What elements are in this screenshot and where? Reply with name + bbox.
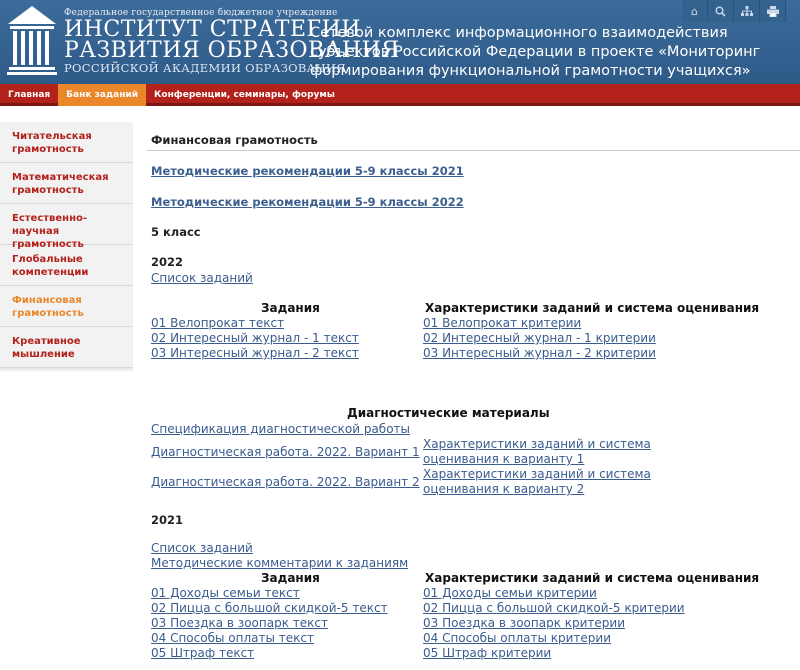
task-list-link-2022[interactable]: Список заданий [151,271,253,285]
column-header-tasks-2022: Задания [261,301,320,315]
criteria-link[interactable]: 03 Поездка в зоопарк критерии [423,616,626,630]
criteria-link[interactable]: 05 Штраф критерии [423,646,552,660]
comments-link-2021[interactable]: Методические комментарии к заданиям [151,556,409,570]
nav-item-home[interactable]: Главная [8,90,51,100]
org-name-line1: ИНСТИТУТ СТРАТЕГИИ [64,17,361,42]
project-title: Сетевой комплекс информационного взаимодействия субъектов Российской Федерации в проекте «Мониторинг формирования функциональной грамотности учащихся» [310,25,761,79]
sidebar-item-creative[interactable]: Креативное мышление [0,327,133,368]
task-link[interactable]: 03 Интересный журнал - 2 текст [151,346,359,360]
task-link[interactable]: 05 Штраф текст [151,646,255,660]
sidebar-item-global[interactable]: Глобальные компетенции [0,245,133,286]
criteria-link[interactable]: 01 Доходы семьи критерии [423,586,597,600]
diag-criteria-variant2-link[interactable]: Характеристики заданий и система оценивания к варианту 2 [423,467,651,496]
sidebar-item-math[interactable]: Математическая грамотность [0,163,133,204]
diag-criteria-variant1-link[interactable]: Характеристики заданий и система оценивания к варианту 1 [423,437,651,466]
criteria-link[interactable]: 01 Велопрокат критерии [423,316,582,330]
sidebar-shadow [0,368,133,372]
method-link-2022[interactable]: Методические рекомендации 5-9 классы 2022 [151,195,464,209]
site-header [0,0,800,84]
institute-logo-icon[interactable] [6,4,58,78]
nav-item-task-bank[interactable]: Банк заданий [58,84,146,106]
diag-spec-link[interactable]: Спецификация диагностической работы [151,422,411,436]
sidebar-item-science[interactable]: Естественно-научная грамотность [0,204,133,245]
diagnostics-heading: Диагностические материалы [347,406,550,420]
diag-variant2-link[interactable]: Диагностическая работа. 2022. Вариант 2 [151,475,420,489]
org-name-line3: РОССИЙСКОЙ АКАДЕМИИ ОБРАЗОВАНИЯ [64,61,346,75]
page-title: Финансовая грамотность [151,133,318,147]
method-link-2021[interactable]: Методические рекомендации 5-9 классы 2021 [151,164,464,178]
column-header-criteria-2021: Характеристики заданий и система оценивания [425,571,760,585]
sitemap-icon[interactable] [734,0,760,22]
task-link[interactable]: 03 Поездка в зоопарк текст [151,616,328,630]
grade-heading: 5 класс [151,225,201,239]
header-toolbar [682,0,786,22]
column-header-criteria-2022: Характеристики заданий и система оценивания [425,301,760,315]
org-name-line2: РАЗВИТИЯ ОБРАЗОВАНИЯ [64,38,400,63]
sidebar [0,122,133,368]
task-link[interactable]: 01 Велопрокат текст [151,316,285,330]
column-header-tasks-2021: Задания [261,571,320,585]
criteria-link[interactable]: 02 Интересный журнал - 1 критерии [423,331,656,345]
print-icon[interactable] [760,0,786,22]
divider [147,150,800,151]
nav-item-conferences[interactable]: Конференции, семинары, форумы [154,90,335,100]
home-icon[interactable]: ⌂ [682,0,708,22]
criteria-link[interactable]: 03 Интересный журнал - 2 критерии [423,346,656,360]
sidebar-item-financial[interactable]: Финансовая грамотность [0,286,133,327]
year-heading-2022: 2022 [151,255,184,269]
criteria-link[interactable]: 02 Пицца с большой скидкой-5 критерии [423,601,685,615]
task-list-link-2021[interactable]: Список заданий [151,541,253,555]
criteria-link[interactable]: 04 Способы оплаты критерии [423,631,612,645]
main-nav [0,84,800,106]
diag-variant1-link[interactable]: Диагностическая работа. 2022. Вариант 1 [151,445,420,459]
org-subtitle: Федеральное государственное бюджетное учреждение [64,8,338,18]
task-link[interactable]: 04 Способы оплаты текст [151,631,314,645]
year-heading-2021: 2021 [151,513,184,527]
task-link[interactable]: 02 Пицца с большой скидкой-5 текст [151,601,388,615]
task-link[interactable]: 02 Интересный журнал - 1 текст [151,331,359,345]
search-icon[interactable] [708,0,734,22]
task-link[interactable]: 01 Доходы семьи текст [151,586,300,600]
sidebar-item-reading[interactable]: Читательская грамотность [0,122,133,163]
